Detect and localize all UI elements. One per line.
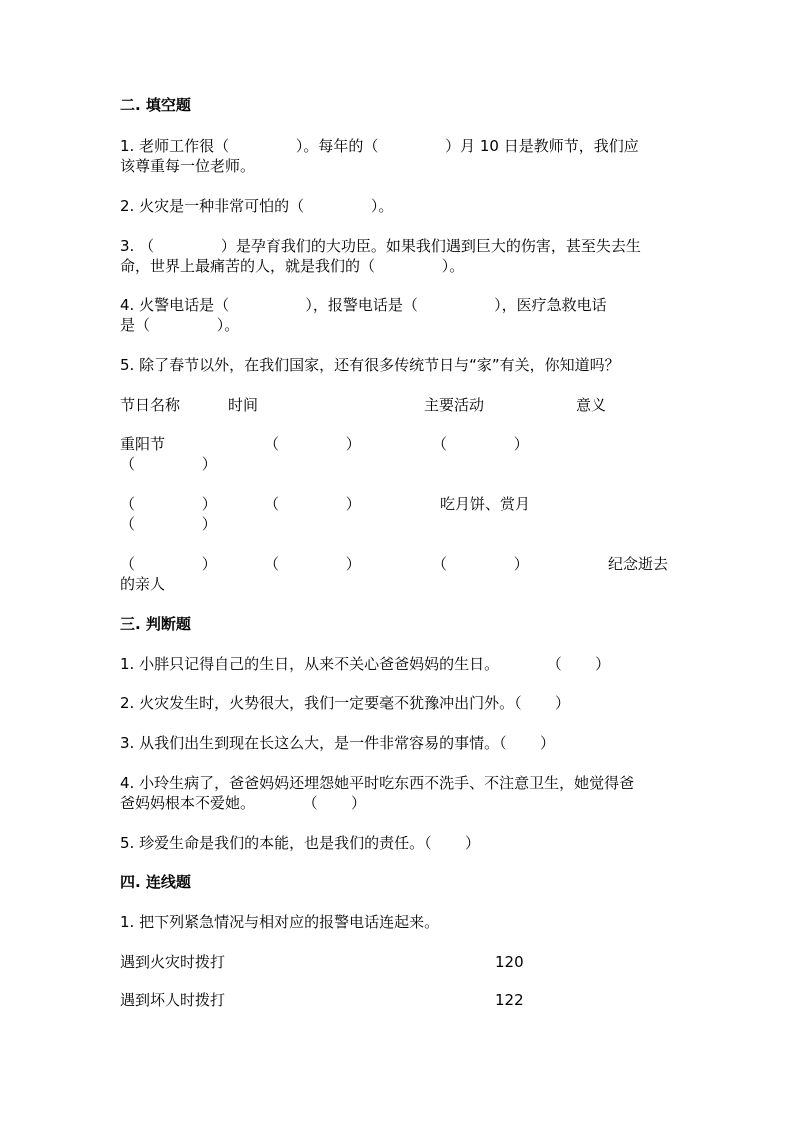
table-row1-time: （ ） [264, 435, 361, 453]
table-row3-activity: （ ） [432, 555, 529, 573]
section-title-fill-blank: 二. 填空题 [120, 96, 191, 114]
q3-4-line2: 爸妈妈根本不爱她。 （ ） [120, 794, 367, 812]
match-left-fire: 遇到火灾时拨打 [120, 953, 226, 971]
section-title-true-false: 三. 判断题 [120, 615, 191, 633]
table-row3-name: （ ） [120, 555, 217, 573]
q3-5: 5. 珍爱生命是我们的本能，也是我们的责任。（ ） [120, 834, 480, 852]
match-right-122: 122 [495, 991, 524, 1009]
table-header-time: 时间 [228, 396, 259, 414]
table-row2-name: （ ） [120, 495, 217, 513]
q2-5: 5. 除了春节以外，在我们国家，还有很多传统节日与“家”有关，你知道吗？ [120, 356, 620, 374]
table-row3-meaning-line1: 纪念逝去 [608, 555, 669, 573]
q2-4-line1: 4. 火警电话是（ ），报警电话是（ ），医疗急救电话 [120, 296, 607, 314]
match-right-120: 120 [495, 953, 524, 971]
q3-1: 1. 小胖只记得自己的生日，从来不关心爸爸妈妈的生日。 （ ） [120, 655, 611, 673]
q3-3: 3. 从我们出生到现在长这么大，是一件非常容易的事情。（ ） [120, 734, 555, 752]
table-row1-meaning: （ ） [120, 455, 217, 473]
q2-4-line2: 是（ ）。 [120, 316, 240, 334]
table-row2-meaning: （ ） [120, 515, 217, 533]
table-row1-activity: （ ） [432, 435, 529, 453]
match-left-criminal: 遇到坏人时拨打 [120, 991, 226, 1009]
table-row1-name: 重阳节 [120, 435, 166, 453]
q2-3-line2: 命，世界上最痛苦的人，就是我们的（ ）。 [120, 257, 465, 275]
table-header-activity: 主要活动 [424, 396, 485, 414]
q3-2: 2. 火灾发生时，火势很大，我们一定要毫不犹豫冲出门外。（ ） [120, 694, 570, 712]
table-row3-meaning-line2: 的亲人 [120, 575, 166, 593]
table-header-name: 节日名称 [120, 396, 181, 414]
q2-3-line1: 3. （ ）是孕育我们的大功臣。如果我们遇到巨大的伤害，甚至失去生 [120, 237, 641, 255]
table-row3-time: （ ） [264, 555, 361, 573]
table-row2-time: （ ） [264, 495, 361, 513]
table-header-meaning: 意义 [576, 396, 607, 414]
q2-1-line1: 1. 老师工作很（ ）。每年的（ ）月 10 日是教师节，我们应 [120, 137, 639, 155]
table-row2-activity: 吃月饼、赏月 [440, 495, 531, 513]
q3-4-line1: 4. 小玲生病了，爸爸妈妈还埋怨她平时吃东西不洗手、不注意卫生，她觉得爸 [120, 774, 635, 792]
section-title-matching: 四. 连线题 [120, 873, 191, 891]
q4-1: 1. 把下列紧急情况与相对应的报警电话连起来。 [120, 913, 440, 931]
q2-1-line2: 该尊重每一位老师。 [120, 157, 256, 175]
q2-2: 2. 火灾是一种非常可怕的（ ）。 [120, 197, 394, 215]
